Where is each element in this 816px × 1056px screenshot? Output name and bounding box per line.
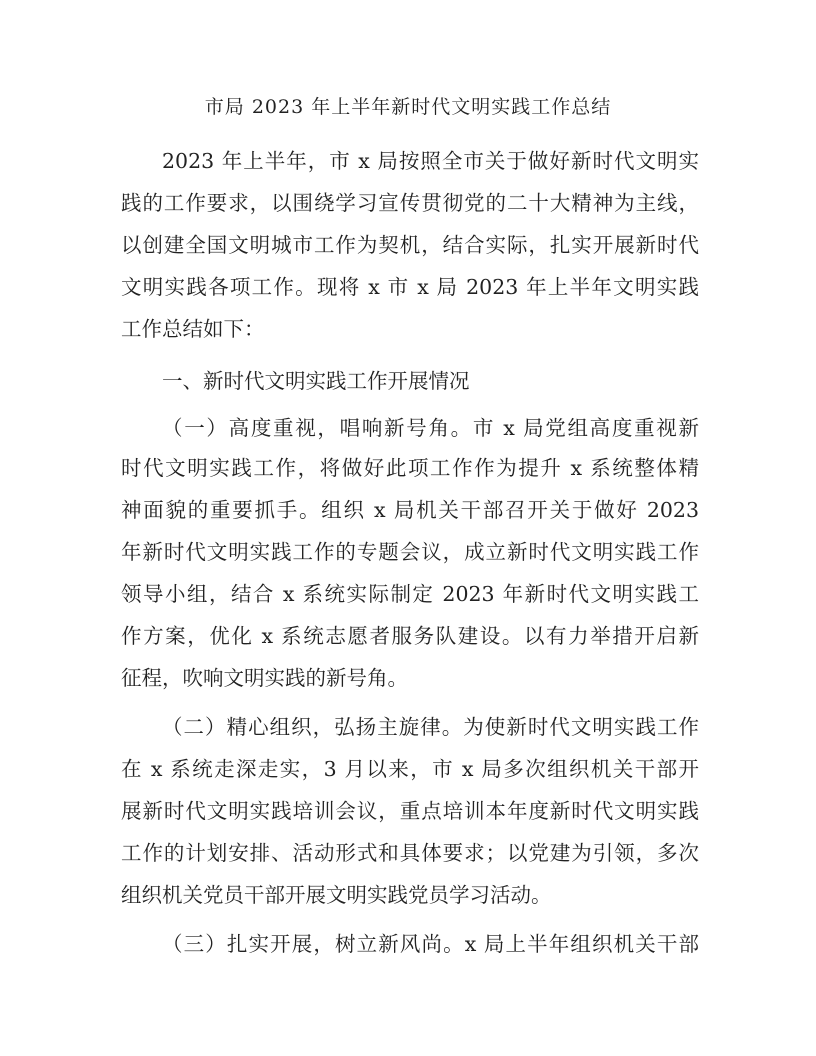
paragraph-line: 工作的计划安排、活动形式和具体要求；以党建为引领，多次 <box>121 841 699 865</box>
paragraph-line: 时代文明实践工作，将做好此项工作作为提升 x 系统整体精 <box>121 456 699 480</box>
intro-line: 2023 年上半年，市 x 局按照全市关于做好新时代文明实 <box>162 149 699 173</box>
paragraph-line: 年新时代文明实践工作的专题会议，成立新时代文明实践工作 <box>121 540 699 564</box>
intro-line: 践的工作要求，以围绕学习宣传贯彻党的二十大精神为主线， <box>121 191 699 215</box>
paragraph-line: 组织机关党员干部开展文明实践党员学习活动。 <box>121 883 552 907</box>
intro-line: 以创建全国文明城市工作为契机，结合实际，扎实开展新时代 <box>121 233 699 257</box>
paragraph-line: 展新时代文明实践培训会议，重点培训本年度新时代文明实践 <box>121 799 699 823</box>
paragraph-line: （三）扎实开展，树立新风尚。x 局上半年组织机关干部 <box>162 932 699 956</box>
intro-line: 工作总结如下： <box>121 317 265 341</box>
paragraph-line: （二）精心组织，弘扬主旋律。为使新时代文明实践工作 <box>162 715 699 739</box>
paragraph-line: 神面貌的重要抓手。组织 x 局机关干部召开关于做好 2023 <box>121 498 699 522</box>
document-title: 市局 2023 年上半年新时代文明实践工作总结 <box>204 96 612 118</box>
paragraph-line: 领导小组，结合 x 系统实际制定 2023 年新时代文明实践工 <box>121 582 699 606</box>
paragraph-line: 征程，吹响文明实践的新号角。 <box>121 666 408 690</box>
paragraph-line: 作方案，优化 x 系统志愿者服务队建设。以有力举措开启新 <box>121 624 699 648</box>
paragraph-line: 在 x 系统走深走实，3 月以来，市 x 局多次组织机关干部开 <box>121 757 699 781</box>
paragraph-line: （一）高度重视，唱响新号角。市 x 局党组高度重视新 <box>162 416 699 440</box>
section-heading: 一、新时代文明实践工作开展情况 <box>162 369 470 393</box>
intro-line: 文明实践各项工作。现将 x 市 x 局 2023 年上半年文明实践 <box>121 275 699 299</box>
